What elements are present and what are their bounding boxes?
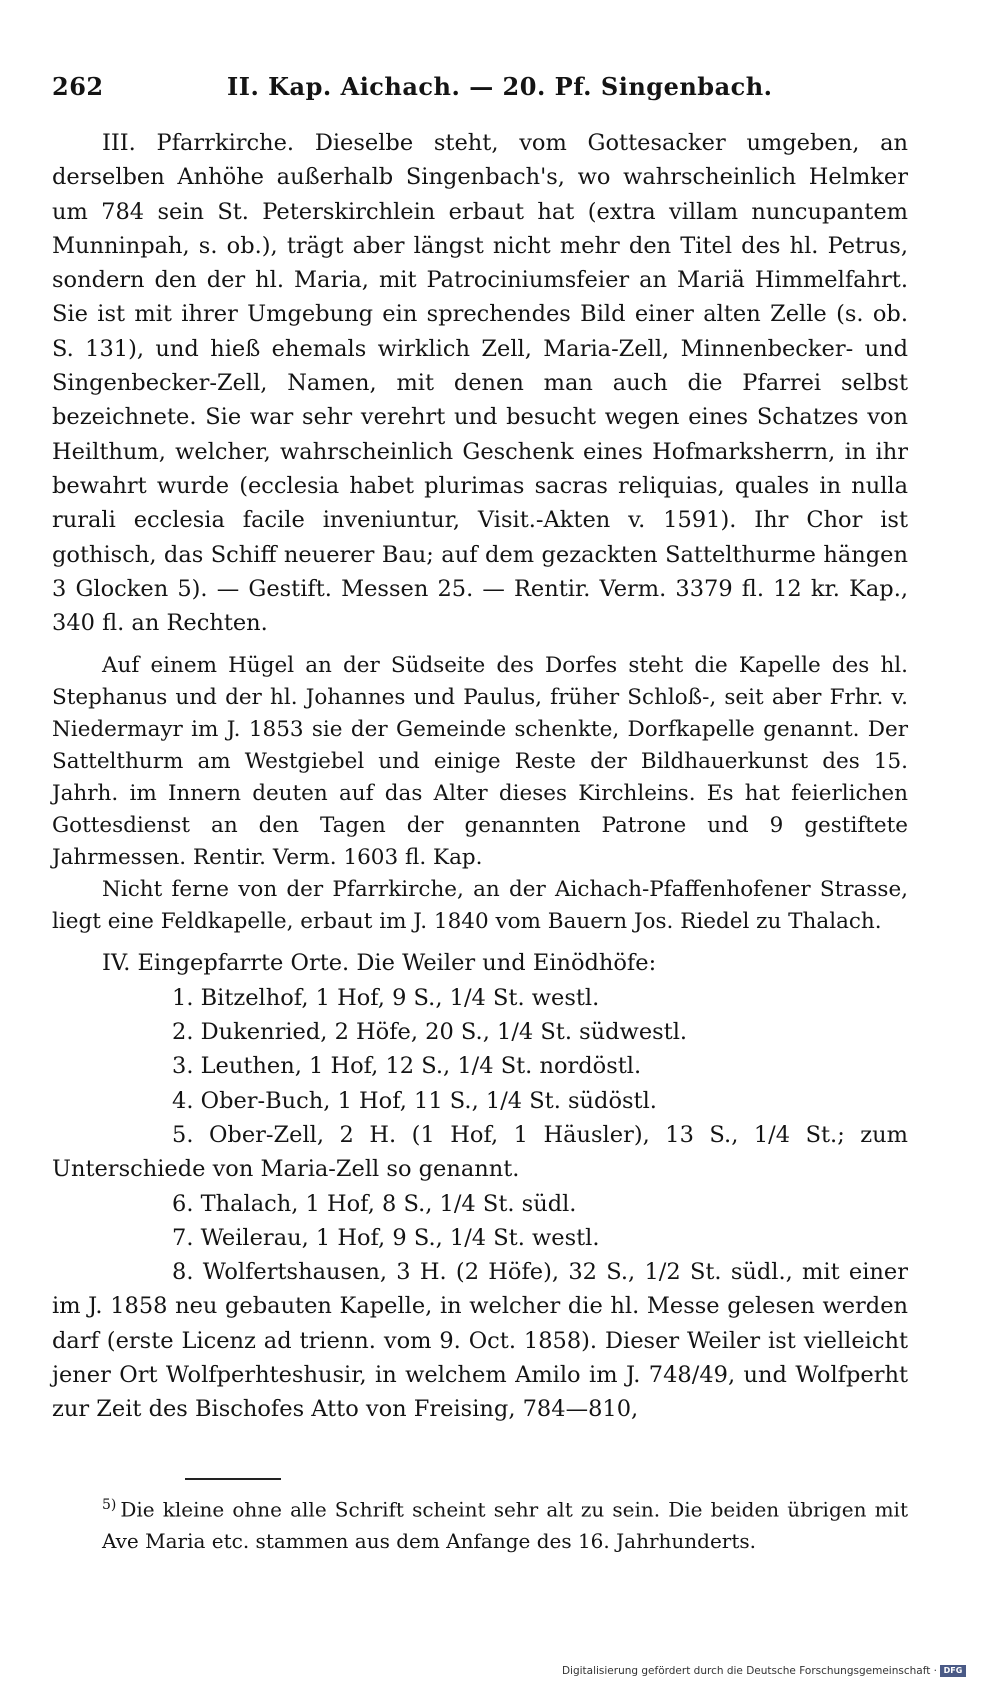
footnote-text: Die kleine ohne alle Schrift scheint sehr alt zu sein. Die beiden übrigen mit Ave Maria etc. stammen aus dem Anfange des 16. Jahrhunderts. [102, 1497, 908, 1553]
dfg-logo-icon: DFG [940, 1665, 966, 1677]
footnote-rule [185, 1478, 281, 1480]
running-title: II. Kap. Aichach. — 20. Pf. Singenbach. [227, 72, 773, 101]
paragraph-feldkapelle: Nicht ferne von der Pfarrkirche, an der Aichach-Pfaffenhofener Strasse, liegt eine Feldkapelle, erbaut im J. 1840 vom Bauern Jos. Riedel zu Thalach. [52, 877, 908, 935]
section-heading-eingepfarrte-orte: IV. Eingepfarrte Orte. Die Weiler und Einödhöfe: [102, 950, 657, 977]
footnote [102, 1490, 908, 1557]
paragraph-pfarrkirche: III. Pfarrkirche. Dieselbe steht, vom Gottesacker umgeben, an derselben Anhöhe außerhalb Singenbach's, wo wahrscheinlich Helmker um 784 sein St. Peterskirchlein erbaut hat (extra villam nuncupantem Munninpah, s. ob.), trägt aber längst nicht mehr den Titel des hl. Petrus, sondern den der hl. Maria, mit Patrociniumsfeier an Mariä Himmelfahrt. Sie ist mit ihrer Umgebung ein sprechendes Bild einer alten Zelle (s. ob. S. 131), und hieß ehemals wirklich Zell, Maria-Zell, Minnenbecker- und Singenbecker-Zell, Namen, mit denen man auch die Pfarrei selbst bezeichnete. Sie war sehr verehrt und besucht wegen eines Schatzes von Heilthum, welcher, wahrscheinlich Geschenk eines Hofmarksherrn, in ihr bewahrt wurde (ecclesia habet plurimas sacras reliquias, quales in nulla rurali ecclesia facile inveniuntur, Visit.-Akten v. 1591). Ihr Chor ist gothisch, das Schiff neuerer Bau; auf dem gezackten Sattelthurme hängen 3 Glocken 5). — Gestift. Messen 25. — Rentir. Verm. 3379 fl. 12 kr. Kap., 340 fl. an Rechten. [52, 130, 908, 637]
page-body [52, 126, 908, 1427]
footnote-mark: 5) [102, 1497, 117, 1513]
list-item: 7. Weilerau, 1 Hof, 9 S., 1/4 St. westl. [172, 1224, 600, 1251]
list-item: 2. Dukenried, 2 Höfe, 20 S., 1/4 St. südwestl. [172, 1019, 688, 1046]
list-item: 1. Bitzelhof, 1 Hof, 9 S., 1/4 St. westl. [172, 984, 600, 1011]
list-item: 4. Ober-Buch, 1 Hof, 11 S., 1/4 St. südöstl. [172, 1087, 657, 1114]
page-number: 262 [52, 72, 104, 101]
list-item: 5. Ober-Zell, 2 H. (1 Hof, 1 Häusler), 13 S., 1/4 St.; zum Unterschiede von Maria-Zell so genannt. [52, 1121, 908, 1183]
list-item: 3. Leuthen, 1 Hof, 12 S., 1/4 St. nordöstl. [172, 1053, 642, 1080]
credit-text: Digitalisierung gefördert durch die Deutsche Forschungsgemeinschaft · [561, 1665, 937, 1677]
paragraph-kapelle-stephanus: Auf einem Hügel an der Südseite des Dorfes steht die Kapelle des hl. Stephanus und der hl. Johannes und Paulus, früher Schloß-, seit aber Frhr. v. Niedermayr im J. 1853 sie der Gemeinde schenkte, Dorfkapelle genannt. Der Sattelthurm am Westgiebel und einige Reste der Bildhauerkunst des 15. Jahrh. im Innern deuten auf das Alter dieses Kirchleins. Es hat feierlichen Gottesdienst an den Tagen der genannten Patrone und 9 gestiftete Jahrmessen. Rentir. Verm. 1603 fl. Kap. [52, 653, 908, 871]
digitization-credit [562, 1665, 966, 1677]
list-item: 8. Wolfertshausen, 3 H. (2 Höfe), 32 S., 1/2 St. südl., mit einer im J. 1858 neu gebauten Kapelle, in welcher die hl. Messe gelesen werden darf (erste Licenz ad trienn. vom 9. Oct. 1858). Dieser Weiler ist vielleicht jener Ort Wolfperhteshusir, in welchem Amilo im J. 748/49, und Wolfperht zur Zeit des Bischofes Atto von Freising, 784—810, [52, 1259, 908, 1423]
list-item: 6. Thalach, 1 Hof, 8 S., 1/4 St. südl. [172, 1190, 577, 1217]
